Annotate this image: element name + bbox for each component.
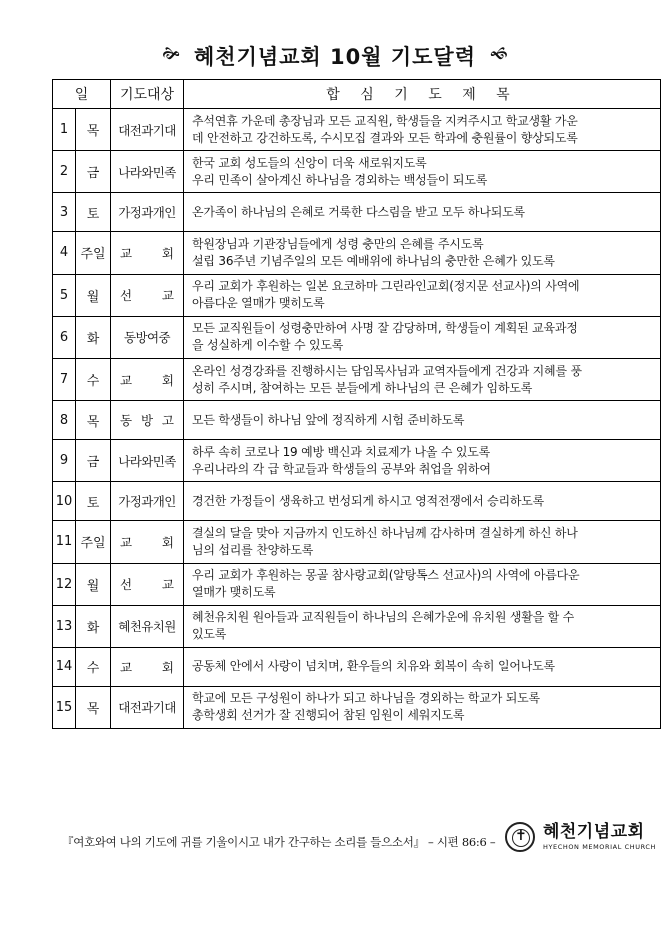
- cell-day: 14: [53, 647, 76, 686]
- table-row: [53, 521, 661, 563]
- table-row: [53, 151, 661, 193]
- footer: [52, 822, 660, 862]
- cell-target-text: [111, 575, 183, 593]
- footer-verse: 『여호와여 나의 기도에 귀를 기울이시고 내가 간구하는 소리를 들으소서』 – 시편 86:6 –: [62, 835, 496, 849]
- cell-weekday: 화: [76, 316, 111, 358]
- cell-weekday: 목: [76, 401, 111, 440]
- topic-line: 모든 교직원들이 성령충만하여 사명 잘 감당하며, 학생들이 계획된 교육과정: [192, 321, 578, 336]
- cell-target: [111, 274, 184, 316]
- table-row: [53, 482, 661, 521]
- topic-line: 혜천유치원 원아들과 교직원들이 하나님의 은혜가운에 유치원 생활을 할 수: [192, 610, 575, 625]
- cell-topic: [184, 358, 661, 400]
- topic-line: 을 성실하게 이수할 수 있도록: [192, 338, 344, 353]
- cell-target: 가정과개인: [111, 193, 184, 232]
- cell-topic: [184, 482, 661, 521]
- cell-weekday: 목: [76, 109, 111, 151]
- cell-weekday: 월: [76, 563, 111, 605]
- topic-line: 온가족이 하나님의 은혜로 거룩한 다스림을 받고 모두 하나되도록: [192, 204, 525, 219]
- cell-topic: [184, 563, 661, 605]
- target-char: 고: [161, 413, 174, 429]
- cell-target-text: [111, 371, 183, 389]
- table-row: [53, 232, 661, 274]
- cell-topic: [184, 316, 661, 358]
- table-row: [53, 401, 661, 440]
- topic-line: 데 안전하고 강건하도록, 수시모집 결과와 모든 학과에 충원률이 향상되도록: [192, 130, 578, 145]
- topic-line: 설립 36주년 기념주일의 모든 예배위에 하나님의 충만한 은혜가 있도록: [192, 253, 555, 268]
- header-topic: 합 심 기 도 제 목: [184, 80, 661, 109]
- cell-target: [111, 401, 184, 440]
- church-logo: [505, 822, 656, 852]
- cell-weekday: 수: [76, 358, 111, 400]
- table-row: [53, 316, 661, 358]
- cell-day: 1: [53, 109, 76, 151]
- table-row: [53, 358, 661, 400]
- church-seal-icon: [505, 822, 535, 852]
- cell-day: 7: [53, 358, 76, 400]
- cell-target: 혜천유치원: [111, 605, 184, 647]
- cell-target: 동방여중: [111, 316, 184, 358]
- target-char: 교: [161, 577, 174, 593]
- cell-weekday: 토: [76, 482, 111, 521]
- topic-line: 결실의 달을 맞아 지금까지 인도하신 하나님께 감사하며 결실하게 하신 하나: [192, 525, 578, 540]
- topic-line: 공동체 안에서 사랑이 넘치며, 환우들의 치유와 회복이 속히 일어나도록: [192, 659, 555, 674]
- ornament-left-icon: 🙞: [162, 43, 180, 63]
- cell-weekday: 목: [76, 686, 111, 728]
- target-char: 동: [120, 413, 133, 429]
- cell-day: 4: [53, 232, 76, 274]
- topic-line: 학원장님과 기관장님들에게 성령 충만의 은혜를 주시도록: [192, 236, 484, 251]
- cell-day: 9: [53, 440, 76, 482]
- cell-target: [111, 521, 184, 563]
- cell-target: 대전과기대: [111, 109, 184, 151]
- page-title: 혜천기념교회 10월 기도달력: [194, 45, 476, 69]
- topic-line: 한국 교회 성도들의 신앙이 더욱 새로워지도록: [192, 155, 427, 170]
- topic-line: 아름다운 열매가 맺히도록: [192, 296, 325, 311]
- cell-topic: [184, 401, 661, 440]
- table-row: [53, 193, 661, 232]
- cell-weekday: 수: [76, 647, 111, 686]
- target-char: 방: [140, 413, 154, 429]
- cell-weekday: 금: [76, 151, 111, 193]
- table-row: [53, 605, 661, 647]
- cell-topic: [184, 605, 661, 647]
- target-char: 선: [120, 577, 133, 593]
- topic-line: 님의 섭리를 찬양하도록: [192, 542, 314, 557]
- cell-weekday: 주일: [76, 232, 111, 274]
- title-bar: [0, 38, 670, 74]
- topic-line: 온라인 성경강좌를 진행하시는 담임목사님과 교역자들에게 건강과 지혜를 풍: [192, 363, 582, 378]
- logo-name-english: HYECHON MEMORIAL CHURCH: [542, 842, 656, 851]
- topic-line: 경건한 가정들이 생육하고 번성되게 하시고 영적전쟁에서 승리하도록: [192, 493, 545, 508]
- target-char: 교: [120, 245, 133, 261]
- table-row: [53, 647, 661, 686]
- cell-day: 5: [53, 274, 76, 316]
- header-day: 일: [53, 80, 111, 109]
- cell-topic: [184, 151, 661, 193]
- target-char: 회: [161, 534, 174, 550]
- target-char: 회: [161, 659, 174, 675]
- cell-day: 3: [53, 193, 76, 232]
- cell-target-text: [111, 244, 183, 262]
- cell-weekday: 주일: [76, 521, 111, 563]
- topic-line: 있도록: [192, 627, 227, 642]
- cell-day: 2: [53, 151, 76, 193]
- target-char: 교: [120, 372, 133, 388]
- header-target: 기도대상: [111, 80, 184, 109]
- table-row: [53, 109, 661, 151]
- cell-topic: [184, 686, 661, 728]
- cell-target: [111, 647, 184, 686]
- cell-day: 13: [53, 605, 76, 647]
- table-row: [53, 686, 661, 728]
- cell-topic: [184, 193, 661, 232]
- topic-line: 성히 주시며, 참여하는 모든 분들에게 하나님의 큰 은혜가 임하도록: [192, 380, 533, 395]
- cell-day: 6: [53, 316, 76, 358]
- topic-line: 모든 학생들이 하나님 앞에 정직하게 시험 준비하도록: [192, 412, 465, 427]
- target-char: 회: [161, 245, 174, 261]
- ornament-right-icon: 🙜: [490, 43, 508, 63]
- cell-weekday: 토: [76, 193, 111, 232]
- cell-weekday: 월: [76, 274, 111, 316]
- target-char: 교: [120, 659, 133, 675]
- topic-line: 우리 교회가 후원하는 일본 요코하마 그린라인교회(정지문 선교사)의 사역에: [192, 279, 580, 294]
- cell-target-text: [111, 533, 183, 551]
- table-row: [53, 563, 661, 605]
- topic-line: 하루 속히 코로나 19 예방 백신과 치료제가 나올 수 있도록: [192, 444, 491, 459]
- cell-weekday: 화: [76, 605, 111, 647]
- topic-line: 우리 교회가 후원하는 몽골 참사랑교회(알탕톡스 선교사)의 사역에 아름다운: [192, 568, 580, 583]
- cell-topic: [184, 232, 661, 274]
- cell-target: [111, 232, 184, 274]
- cell-target: [111, 563, 184, 605]
- cell-weekday: 금: [76, 440, 111, 482]
- cell-day: 10: [53, 482, 76, 521]
- cell-target: 나라와민족: [111, 440, 184, 482]
- topic-line: 우리 민족이 살아계신 하나님을 경외하는 백성들이 되도록: [192, 172, 488, 187]
- cell-topic: [184, 109, 661, 151]
- cell-target-text: [111, 286, 183, 304]
- cell-day: 12: [53, 563, 76, 605]
- cell-target: 대전과기대: [111, 686, 184, 728]
- topic-line: 우리나라의 각 급 학교들과 학생들의 공부와 취업을 위하여: [192, 461, 491, 476]
- target-char: 교: [120, 534, 133, 550]
- cell-target: 가정과개인: [111, 482, 184, 521]
- cell-day: 8: [53, 401, 76, 440]
- cell-target-text: [111, 658, 183, 676]
- cell-day: 15: [53, 686, 76, 728]
- table-row: [53, 274, 661, 316]
- cell-topic: [184, 647, 661, 686]
- topic-line: 추석연휴 가운데 총장님과 모든 교직원, 학생들을 지켜주시고 학교생활 가운: [192, 113, 578, 128]
- target-char: 선: [120, 288, 133, 304]
- cell-target: 나라와민족: [111, 151, 184, 193]
- prayer-calendar-table: [52, 79, 661, 729]
- cell-target: [111, 358, 184, 400]
- topic-line: 총학생회 선거가 잘 진행되어 참된 임원이 세워지도록: [192, 708, 465, 723]
- topic-line: 열매가 맺히도록: [192, 585, 276, 600]
- cell-topic: [184, 521, 661, 563]
- target-char: 교: [161, 288, 174, 304]
- logo-name-korean: 혜천기념교회: [542, 821, 645, 842]
- cell-topic: [184, 274, 661, 316]
- cell-topic: [184, 440, 661, 482]
- table-row: [53, 440, 661, 482]
- topic-line: 학교에 모든 구성원이 하나가 되고 하나님을 경외하는 학교가 되도록: [192, 691, 540, 706]
- target-char: 회: [161, 372, 174, 388]
- cell-target-text: [111, 411, 183, 429]
- cell-day: 11: [53, 521, 76, 563]
